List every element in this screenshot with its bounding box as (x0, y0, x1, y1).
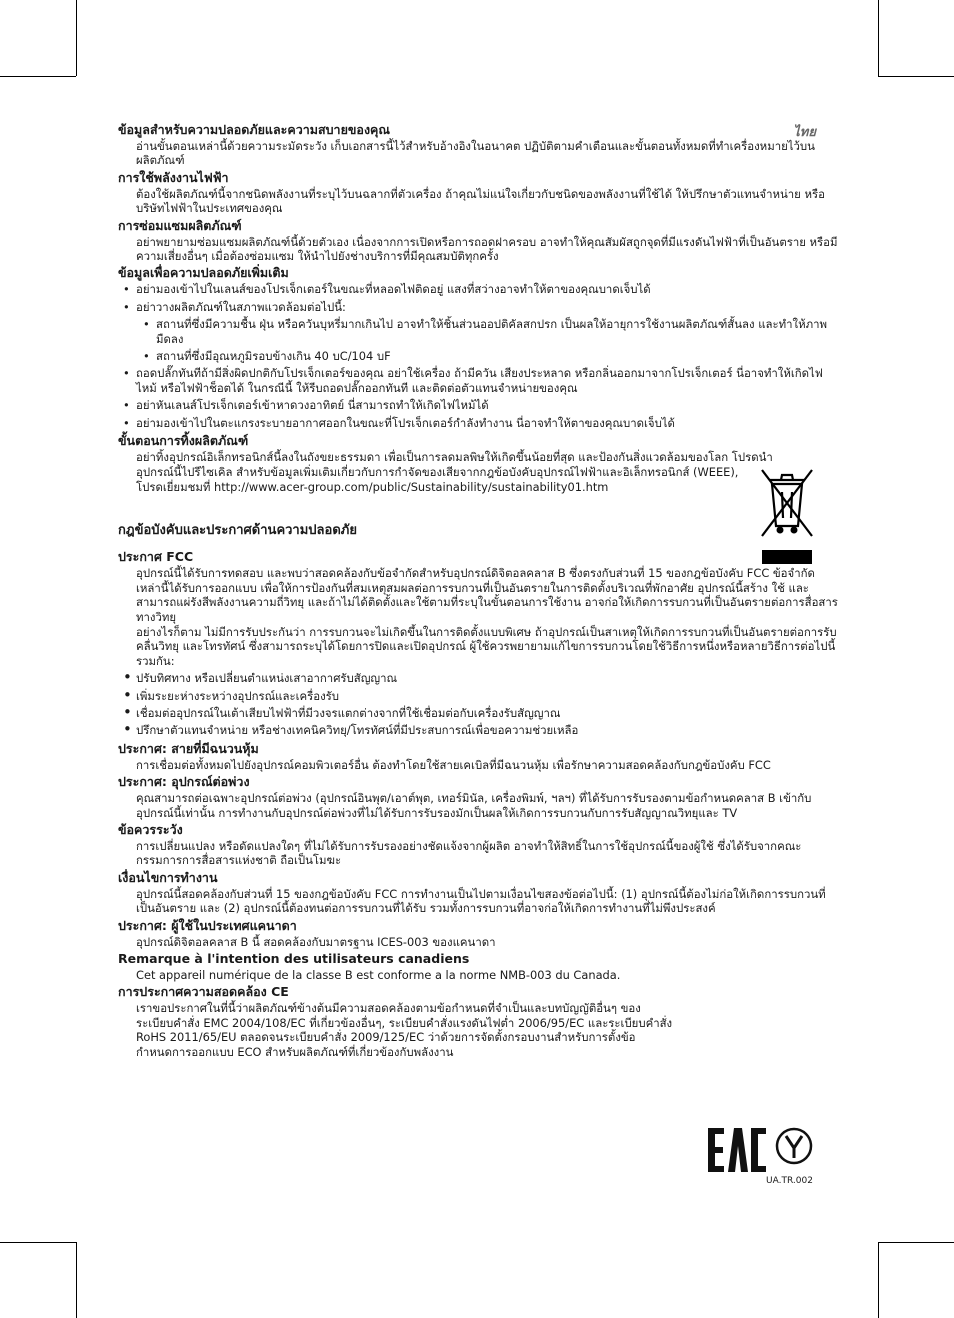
list-item: • เพิ่มระยะห่างระหว่างอุปกรณ์และเครื่องรับ (136, 689, 838, 703)
list-item: • สถานที่ซึ่งมีอุณหภูมิรอบข้างเกิน 40 บC/104 บF (156, 349, 838, 363)
crop-mark (878, 0, 879, 76)
weee-bin-icon (758, 462, 816, 566)
section-title: ประกาศ FCC (118, 549, 194, 565)
crop-mark (878, 76, 954, 77)
section-title: การใช้พลังงานไฟฟ้า (118, 169, 229, 185)
crop-mark (76, 1242, 77, 1318)
section-title: ประกาศ: อุปกรณ์ต่อพ่วง (118, 774, 250, 790)
section-body: อุปกรณ์นี้สอดคล้องกับส่วนที่ 15 ของกฎข้อบังคับ FCC การทำงานเป็นไปตามเงื่อนไขสองข้อต่อไปนี้: (1) อุปกรณ์นี้ต้องไม่ก่อให้เกิดการรบกวนที่เป็นอันตราย และ (2) อุปกรณ์นี้ต้องทนต่อการรบกวนที่ได้รับ รวมทั้งการรบกวนที่อาจก่อให้เกิดการทำงานที่ไม่พึงประสงค์ (136, 886, 826, 916)
crop-mark (878, 1242, 954, 1243)
section-title: เงื่อนไขการทำงาน (118, 869, 218, 885)
section-body: อย่าพยายามซ่อมแซมผลิตภัณฑ์นี้ด้วยตัวเอง เนื่องจากการเปิดหรือการถอดฝาครอบ อาจทำให้คุณสัมผัสถูกจุดที่มีแรงดันไฟฟ้าที่เป็นอันตราย หรือมีความเสี่ยงอื่นๆ เมื่อต้องซ่อมแซม ให้นำไปยังช่างบริการที่มีคุณสมบัติทุกครั้ง (136, 234, 838, 264)
section-title: ขั้นตอนการทิ้งผลิตภัณฑ์ (118, 433, 249, 449)
language-tag: ไทย (793, 125, 816, 140)
section-body: ต้องใช้ผลิตภัณฑ์นี้จากชนิดพลังงานที่ระบุไว้บนฉลากที่ตัวเครื่อง ถ้าคุณไม่แน่ใจเกี่ยวกับชนิดของพลังงานที่ใช้ได้ ให้ปรึกษาตัวแทนจำหน่าย หรือบริษัทไฟฟ้าในประเทศของคุณ (136, 186, 825, 216)
list-item: • ถอดปลั๊กทันทีถ้ามีสิ่งผิดปกติกับโปรเจ็กเตอร์ของคุณ อย่าใช้เครื่อง ถ้ามีควัน เสียงประหลาด หรือกลิ่นออกมาจากโปรเจ็กเตอร์ นี่อาจทำให้เกิดไฟไหม้ หรือไฟฟ้าช็อตได้ ในกรณีนี้ ให้รีบถอดปลั๊กออกทันที และติดต่อตัวแทนจำหน่ายของคุณ (136, 366, 838, 395)
section-body: อย่างไรก็ตาม ไม่มีการรับประกันว่า การรบกวนจะไม่เกิดขึ้นในการติดตั้งแบบพิเศษ ถ้าอุปกรณ์เป็นสาเหตุให้เกิดการรบกวนที่เป็นอันตรายต่อการรับคลื่นวิทยุ และโทรทัศน์ ซึ่งสามารถระบุได้โดยการปิดและเปิดอุปกรณ์ ผู้ใช้ควรพยายามแก้ไขการรบกวนโดยใช้วิธีการหนึ่งหรือหลายวิธีการต่อไปนี้รวมกัน: (136, 624, 837, 668)
regulations-heading: กฎข้อบังคับและประกาศด้านความปลอดภัย (118, 523, 357, 539)
section-title: ข้อควรระวัง (118, 822, 183, 837)
list-item: • อย่ามองเข้าไปในตะแกรงระบายอากาศออกในขณะที่โปรเจ็กเตอร์กำลังทำงาน นี่อาจทำให้ตาของคุณบาดเจ็บได้ (136, 416, 838, 430)
list-item: • อย่ามองเข้าไปในเลนส์ของโปรเจ็กเตอร์ในขณะที่หลอดไฟติดอยู่ แสงที่สว่างอาจทำให้ตาของคุณบาดเจ็บได้ (136, 282, 838, 296)
section-body: คุณสามารถต่อเฉพาะอุปกรณ์ต่อพ่วง (อุปกรณ์อินพุต/เอาต์พุต, เทอร์มินัล, เครื่องพิมพ์, ฯลฯ) ที่ได้รับการรับรองตามข้อกำหนดคลาส B เข้ากับอุปกรณ์นี้เท่านั้น การทำงานกับอุปกรณ์ต่อพ่วงที่ไม่ได้รับการรับรองมักเป็นผลให้เกิดการรบกวนกับการรับสัญญาณวิทยุและ TV (136, 791, 812, 820)
section-body: เราขอประกาศในที่นี้ว่าผลิตภัณฑ์ข้างต้นมีความสอดคล้องตามข้อกำหนดที่จำเป็นและบทบัญญัติอื่นๆ ของระเบียบคำสั่ง EMC 2004/108/EC ที่เกี่ยวข้องอื่นๆ, ระเบียบคำสั่งแรงดันไฟต่ำ 2006/95/EC และระเบียบคำสั่ง RoHS 2011/65/EU ตลอดจนระเบียบคำสั่ง 2009/125/EC ว่าด้วยการจัดตั้งกรอบงานสำหรับการตั้งข้อกำหนดการออกแบบ ECO สำหรับผลิตภัณฑ์ที่เกี่ยวข้องกับพลังงาน (136, 1001, 673, 1059)
safety-list (118, 282, 838, 430)
section-body: อุปกรณ์นี้ได้รับการทดสอบ และพบว่าสอดคล้องกับข้อจำกัดสำหรับอุปกรณ์ดิจิตอลคลาส B ซึ่งตรงกับส่วนที่ 15 ของกฎข้อบังคับ FCC ข้อจำกัดเหล่านี้ได้รับการออกแบบ เพื่อให้การป้องกันที่สมเหตุสมผลต่อการรบกวนที่เป็นอันตรายในการติดตั้งบริเวณที่พักอาศัย อุปกรณ์นี้สร้าง ใช้ และสามารถแผ่รังสีพลังงานความถี่วิทยุ และถ้าไม่ได้ติดตั้งและใช้ตามที่ระบุในขั้นตอนการใช้งาน อาจก่อให้เกิดการรบกวนที่เป็นอันตรายต่อการสื่อสารทางวิทยุ (136, 566, 838, 624)
list-item: • ปรับทิศทาง หรือเปลี่ยนตำแหน่งเสาอากาศรับสัญญาณ (136, 671, 838, 685)
section-title: การประกาศความสอดคล้อง CE (118, 984, 289, 1000)
section-body: การเชื่อมต่อทั้งหมดไปยังอุปกรณ์คอมพิวเตอร์อื่น ต้องทำโดยใช้สายเคเบิลที่มีฉนวนหุ้ม เพื่อรักษาความสอดคล้องกับกฎข้อบังคับ FCC (136, 757, 771, 772)
section-title: การซ่อมแซมผลิตภัณฑ์ (118, 217, 242, 233)
section-title: Remarque à l'intention des utilisateurs canadiens (118, 951, 470, 967)
list-item: • อย่าหันเลนส์โปรเจ็กเตอร์เข้าหาดวงอาทิตย์ นี่สามารถทำให้เกิดไฟไหม้ได้ (136, 398, 838, 412)
document-body (118, 120, 838, 1060)
list-item: • เชื่อมต่ออุปกรณ์ในเต้าเสียบไฟฟ้าที่มีวงจรแตกต่างจากที่ใช้เชื่อมต่อกับเครื่องรับสัญญาณ (136, 706, 838, 720)
crop-mark (0, 1242, 76, 1243)
recycling-link[interactable]: โปรดเยี่ยมชมที่ http://www.acer-group.com/public/Sustainability/sustainability01.htm (136, 479, 609, 494)
section-body: Cet appareil numérique de la classe B est conforme a la norme NMB-003 du Canada. (136, 968, 621, 983)
section-title: ประกาศ: ผู้ใช้ในประเทศแคนาดา (118, 917, 297, 933)
crop-mark (878, 1242, 879, 1318)
section-title: ข้อมูลเพื่อความปลอดภัยเพิ่มเติม (118, 265, 289, 281)
fcc-remedy-list (118, 671, 838, 738)
section-title: ข้อมูลสำหรับความปลอดภัยและความสบายของคุณ (118, 122, 391, 137)
section-body: อุปกรณ์ดิจิตอลคลาส B นี้ สอดคล้องกับมาตรฐาน ICES-003 ของแคนาดา (136, 934, 496, 949)
list-item: • สถานที่ซึ่งมีความชื้น ฝุ่น หรือควันบุหรี่มากเกินไป อาจทำให้ชิ้นส่วนออปติคัลสกปรก เป็นผลให้อายุการใช้งานผลิตภัณฑ์สั้นลง และทำให้ภาพมืดลง (156, 317, 838, 346)
section-body: อย่าทิ้งอุปกรณ์อิเล็กทรอนิกส์นี้ลงในถังขยะธรรมดา เพื่อเป็นการลดมลพิษให้เกิดขึ้นน้อยที่สุด และป้องกันสิ่งแวดล้อมของโลก โปรดนำอุปกรณ์นี้ไปรีไซเคิล สำหรับข้อมูลเพิ่มเติมเกี่ยวกับการกำจัดของเสียจากกฎข้อบังคับอุปกรณ์ไฟฟ้าและอิเล็กทรอนิกส์ (WEEE), (136, 450, 773, 479)
section-body: อ่านขั้นตอนเหล่านี้ด้วยความระมัดระวัง เก็บเอกสารนี้ไว้สำหรับอ้างอิงในอนาคต ปฏิบัติตามคำเตือนและขั้นตอนทั้งหมดที่ทำเครื่องหมายไว้บนผลิตภัณฑ์ (136, 139, 815, 168)
sub-list (136, 317, 838, 363)
list-item-text: อย่าวางผลิตภัณฑ์ในสภาพแวดล้อมต่อไปนี้: (136, 299, 346, 314)
crop-mark (76, 0, 77, 76)
list-item: • ปรึกษาตัวแทนจำหน่าย หรือช่างเทคนิควิทยุ/โทรทัศน์ที่มีประสบการณ์เพื่อขอความช่วยเหลือ (136, 723, 838, 737)
list-item (136, 300, 838, 364)
ua-certification-label: UA.TR.002 (766, 1176, 813, 1186)
section-title: ประกาศ: สายที่มีฉนวนหุ้ม (118, 740, 259, 756)
crop-mark (0, 76, 76, 77)
section-body: การเปลี่ยนแปลง หรือดัดแปลงใดๆ ที่ไม่ได้รับการรับรองอย่างชัดแจ้งจากผู้ผลิต อาจทำให้สิทธิ์ในการใช้อุปกรณ์นี้ของผู้ใช้ ซึ่งได้รับจากคณะกรรมการการสื่อสารแห่งชาติ ถือเป็นโมฆะ (136, 839, 802, 868)
